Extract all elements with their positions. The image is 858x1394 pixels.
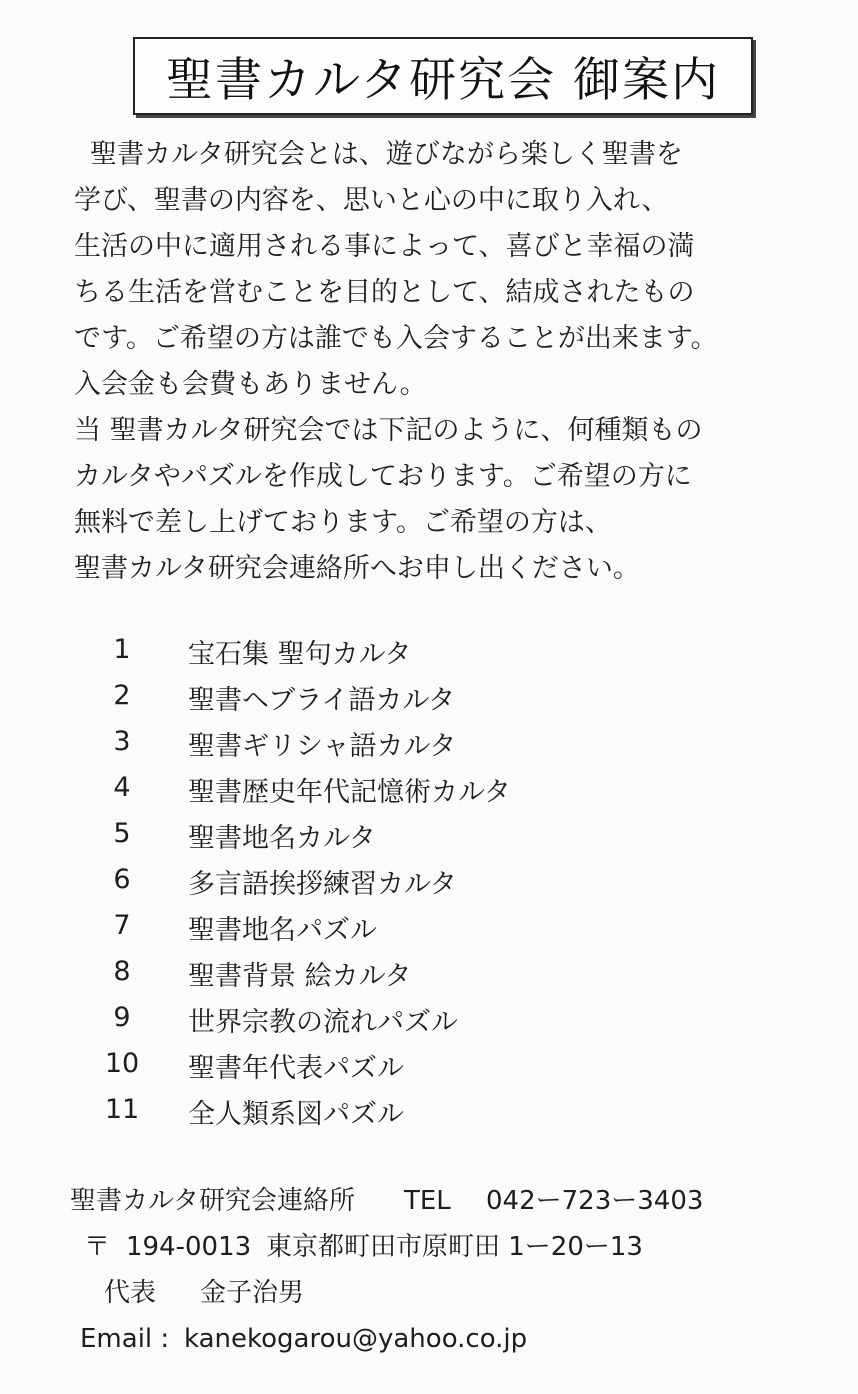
intro-line: 学び、聖書の内容を、思いと心の中に取り入れ、 — [74, 185, 669, 216]
title-box — [133, 37, 753, 115]
list-item-number: 10 — [104, 1048, 140, 1079]
list-item-label: 聖書ヘブライ語カルタ — [188, 685, 456, 716]
list-item — [100, 812, 620, 858]
list-item-number: 7 — [113, 910, 131, 941]
contact-block — [70, 1178, 830, 1362]
tel-label: TEL — [404, 1186, 451, 1216]
list-item — [100, 720, 620, 766]
list-item — [100, 628, 620, 674]
intro-line: 聖書カルタ研究会とは、遊びながら楽しく聖書を — [90, 139, 683, 170]
intro-line: ちる生活を営むことを目的として、結成されたもの — [74, 277, 695, 308]
list-item-number: 5 — [113, 818, 131, 849]
office-name: 聖書カルタ研究会連絡所 — [70, 1186, 355, 1216]
postal-mark-icon: 〒 — [84, 1232, 111, 1262]
tel-number: 042ー723ー3403 — [486, 1186, 704, 1216]
list-item — [100, 766, 620, 812]
list-item — [100, 996, 620, 1042]
list-item — [100, 950, 620, 996]
page-title: 聖書カルタ研究会 御案内 — [165, 52, 721, 108]
list-item-number: 3 — [113, 726, 131, 757]
contact-address-line — [70, 1224, 830, 1270]
list-item-label: 聖書背景 絵カルタ — [188, 961, 412, 992]
list-item-number: 8 — [113, 956, 131, 987]
list-item — [100, 904, 620, 950]
product-list — [100, 628, 620, 1134]
contact-office-line — [70, 1178, 830, 1224]
list-item-number: 11 — [104, 1094, 140, 1125]
list-item — [100, 858, 620, 904]
list-item-number: 9 — [113, 1002, 131, 1033]
list-item-label: 聖書ギリシャ語カルタ — [188, 731, 457, 762]
intro-line: カルタやパズルを作成しております。ご希望の方に — [74, 461, 692, 492]
list-item-number: 1 — [113, 634, 131, 665]
list-item-label: 全人類系図パズル — [188, 1099, 404, 1130]
representative-name: 金子治男 — [200, 1278, 305, 1308]
intro-line: 当 聖書カルタ研究会では下記のように、何種類もの — [74, 415, 703, 446]
list-item-label: 世界宗教の流れパズル — [188, 1007, 458, 1038]
intro-paragraph — [74, 132, 794, 592]
list-item-number: 4 — [113, 772, 131, 803]
list-item-number: 6 — [113, 864, 131, 895]
email-label: Email : — [80, 1324, 170, 1354]
intro-line: 入会金も会費もありません。 — [74, 369, 427, 400]
list-item-label: 聖書地名パズル — [188, 915, 377, 946]
list-item-label: 聖書年代表パズル — [188, 1053, 404, 1084]
list-item-label: 宝石集 聖句カルタ — [188, 639, 412, 670]
intro-line: です。ご希望の方は誰でも入会することが出来ます。 — [74, 323, 718, 354]
contact-email-line — [70, 1316, 830, 1362]
list-item-label: 聖書地名カルタ — [188, 823, 376, 854]
address: 東京都町田市原町田 1ー20ー13 — [266, 1232, 643, 1262]
list-item-number: 2 — [113, 680, 131, 711]
intro-line: 無料で差し上げております。ご希望の方は、 — [74, 507, 612, 538]
list-item — [100, 1088, 620, 1134]
postal-code: 194-0013 — [126, 1232, 252, 1262]
list-item — [100, 674, 620, 720]
list-item-label: 聖書歴史年代記憶術カルタ — [188, 777, 511, 808]
representative-label: 代表 — [104, 1278, 157, 1308]
list-item-label: 多言語挨拶練習カルタ — [188, 869, 457, 900]
intro-line: 聖書カルタ研究会連絡所へお申し出ください。 — [74, 553, 640, 584]
intro-line: 生活の中に適用される事によって、喜びと幸福の満 — [74, 231, 695, 262]
email-address: kanekogarou@yahoo.co.jp — [184, 1324, 528, 1354]
contact-rep-line — [70, 1270, 830, 1316]
list-item — [100, 1042, 620, 1088]
